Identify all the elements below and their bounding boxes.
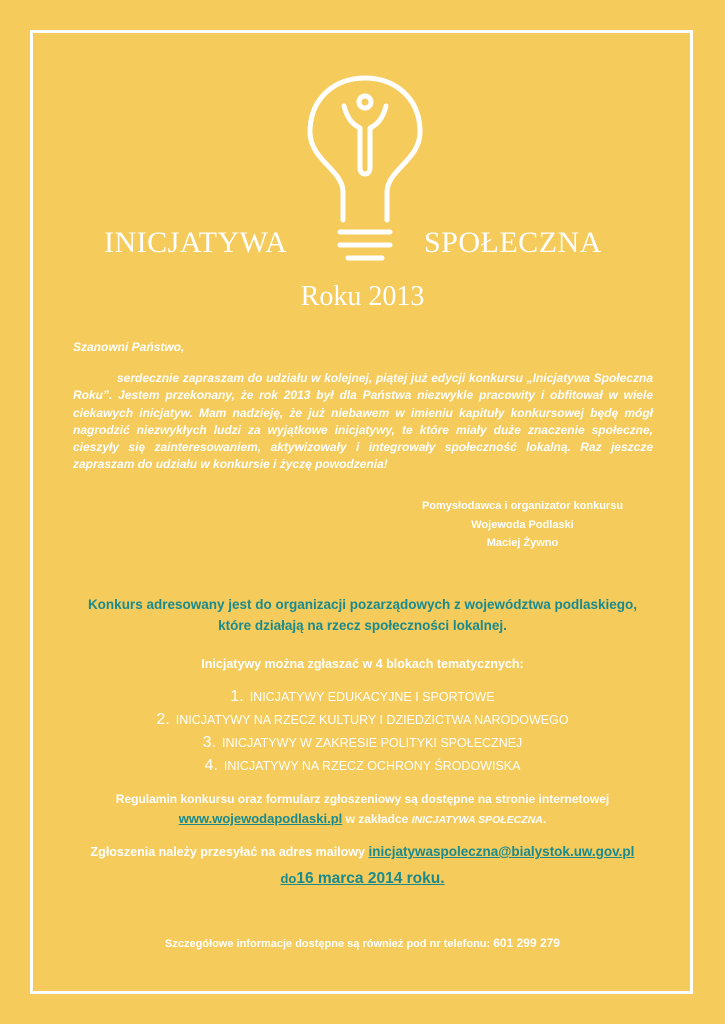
regulations-line-2: www.wojewodapodlaski.pl w zakładce INICJATYWA SPOŁECZNA. bbox=[178, 811, 547, 826]
email-link[interactable]: inicjatywaspoleczna@bialystok.uw.gov.pl bbox=[368, 844, 635, 859]
list-item: 3. INICJATYWY W ZAKRESIE POLITYKI SPOŁECZNEJ bbox=[202, 734, 523, 751]
list-item: 4. INICJATYWY NA RZECZ OCHRONY ŚRODOWISKA bbox=[204, 757, 521, 774]
contact-text: Szczegółowe informacje dostępne są również pod nr telefonu: bbox=[165, 938, 494, 950]
title-spoleczna: SPOŁECZNA bbox=[424, 226, 602, 259]
lightbulb-person-icon bbox=[300, 70, 430, 270]
contact-info bbox=[0, 936, 725, 950]
submission-deadline: do16 marca 2014 roku. bbox=[280, 870, 445, 887]
subtitle-year: Roku 2013 bbox=[300, 281, 425, 312]
audience-line-1: Konkurs adresowany jest do organizacji pozarządowych z województwa podlaskiego, bbox=[87, 597, 638, 612]
blocks-intro: Inicjatywy można zgłaszać w 4 blokach tematycznych: bbox=[201, 657, 524, 671]
audience-line-2: które działają na rzecz społeczności lokalnej. bbox=[218, 618, 507, 633]
title-inicjatywa: INICJATYWA bbox=[104, 226, 288, 259]
letter-body: serdecznie zapraszam do udziału w kolejnej, piątej już edycji konkursu „Inicjatywa Społeczna Roku”. Jestem przekonany, że rok 2013 był dla Państwa niezwykle pracowity i obfitował w wiele ciekawych inicjatyw. Mam nadzieję, że już niebawem w imieniu kapituły konkursowej będę mógł nagrodzić niezwykłych ludzi za wyjątkowe inicjatywy, te które miały duże znaczenie społeczne, cieszyły się zainteresowaniem, aktywizowały i integrowały społeczność lokalną. Raz jeszcze zapraszam do udziału w konkursie i życzę powodzenia! bbox=[73, 371, 653, 472]
regulations-info bbox=[0, 790, 725, 830]
submission-text: Zgłoszenia należy przesyłać na adres mailowy bbox=[90, 845, 369, 859]
website-link[interactable]: www.wojewodapodlaski.pl bbox=[178, 811, 343, 826]
tab-name: INICJATYWA SPOŁECZNA bbox=[411, 814, 543, 826]
regulations-line-1: Regulamin konkursu oraz formularz zgłoszeniowy są dostępne na stronie internetowej bbox=[115, 792, 610, 806]
signature-name: Maciej Żywno bbox=[486, 537, 559, 549]
phone-number: 601 299 279 bbox=[493, 936, 560, 950]
list-item: 1. INICJATYWY EDUKACYJNE I SPORTOWE bbox=[230, 688, 495, 705]
thematic-blocks-list bbox=[0, 685, 725, 777]
list-item: 2. INICJATYWY NA RZECZ KULTURY I DZIEDZICTWA NARODOWEGO bbox=[156, 711, 569, 728]
letter-greeting: Szanowni Państwo, bbox=[73, 340, 185, 354]
signature-office: Wojewoda Podlaski bbox=[471, 518, 574, 531]
letter-signature bbox=[370, 497, 675, 553]
signature-role: Pomysłodawca i organizator konkursu bbox=[421, 500, 624, 512]
audience-statement bbox=[0, 594, 725, 636]
submission-info bbox=[0, 844, 725, 859]
